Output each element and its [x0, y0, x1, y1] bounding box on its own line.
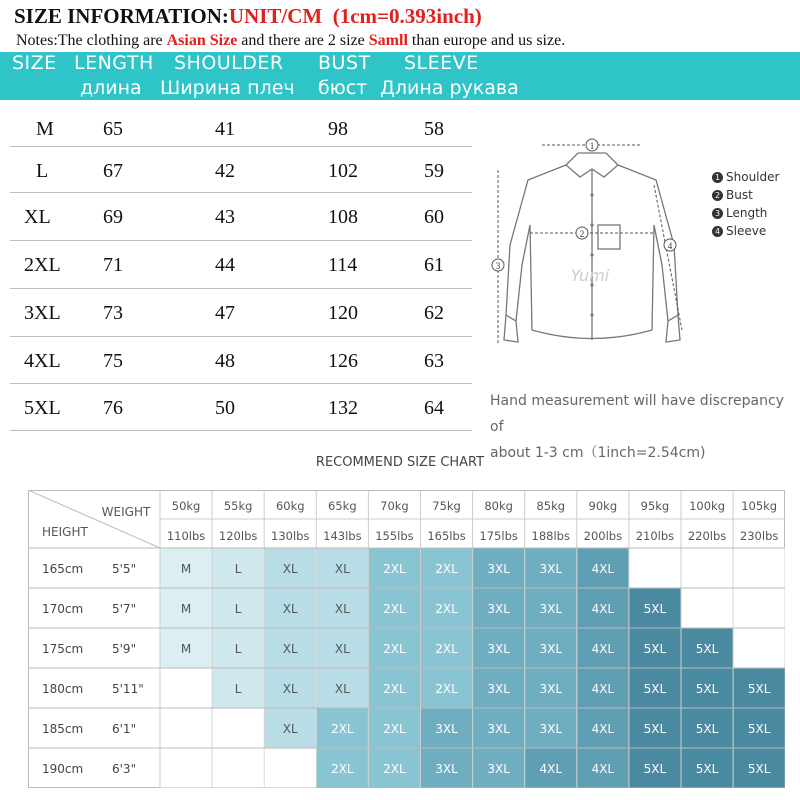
size-cell — [734, 549, 785, 588]
size-cell-label: 2XL — [331, 762, 354, 776]
size-cell-label: L — [234, 682, 242, 696]
legend-item-length — [712, 204, 779, 222]
size-cell-label: 4XL — [539, 762, 563, 776]
title-conversion: (1cm=0.393inch) — [332, 4, 482, 28]
weight-kg-label: 105kg — [741, 499, 778, 513]
size-cell — [629, 549, 680, 588]
diagram-legend — [712, 168, 779, 240]
size-cell: 64 — [424, 397, 444, 419]
size-cell-label: 3XL — [539, 722, 563, 736]
size-cell: 61 — [424, 254, 444, 276]
marker-2: 2 — [579, 229, 585, 239]
marker-1: 1 — [589, 141, 595, 151]
weight-kg-label: 75kg — [432, 499, 461, 513]
height-ft-label: 5'11" — [112, 682, 144, 696]
size-cell: 50 — [215, 397, 235, 419]
size-cell-label: 3XL — [487, 602, 510, 616]
size-cell-label: 2XL — [383, 682, 406, 696]
size-cell-label: 2XL — [383, 602, 406, 616]
row-divider — [10, 383, 472, 384]
notes-asian-size: Asian Size — [166, 32, 238, 49]
size-cell-label: 2XL — [383, 722, 406, 736]
size-cell-label: 5XL — [747, 682, 771, 696]
height-ft-label: 6'1" — [112, 722, 137, 736]
size-cell — [161, 669, 212, 708]
size-cell-label: XL — [334, 602, 350, 616]
size-cell-label: 3XL — [539, 562, 563, 576]
weight-lbs-label: 175lbs — [479, 529, 518, 543]
legend-dot-4: 4 — [712, 226, 723, 237]
size-cell: 4XL — [24, 350, 61, 372]
size-cell-label: 2XL — [383, 562, 406, 576]
header-bust: BUST — [318, 52, 371, 74]
recommend-size-grid — [28, 490, 785, 790]
weight-kg-label: 55kg — [223, 499, 253, 513]
size-cell: 71 — [103, 254, 123, 276]
legend-length-label: Length — [726, 206, 768, 220]
height-cm-label: 185cm — [42, 722, 84, 736]
size-cell: 76 — [103, 397, 123, 419]
legend-dot-1: 1 — [712, 172, 723, 183]
size-cell-label: 3XL — [539, 602, 563, 616]
row-divider — [10, 430, 472, 431]
size-cell: 42 — [215, 160, 235, 182]
weight-kg-label: 65kg — [328, 499, 357, 513]
row-divider — [10, 192, 472, 193]
size-cell-label: 3XL — [487, 682, 510, 696]
size-cell: 5XL — [24, 397, 61, 419]
size-cell-label: 5XL — [747, 762, 771, 776]
header-shoulder: SHOULDER — [174, 52, 284, 74]
size-notes — [16, 32, 565, 50]
weight-lbs-label: 143lbs — [323, 529, 362, 543]
size-cell — [682, 589, 733, 628]
notes-text-1: Notes:The clothing are — [16, 32, 167, 49]
size-cell — [161, 709, 212, 748]
size-cell-label: 4XL — [591, 722, 615, 736]
weight-lbs-label: 120lbs — [218, 529, 258, 543]
height-cm-label: 180cm — [42, 682, 84, 696]
size-cell-label: 3XL — [487, 642, 510, 656]
size-cell: L — [36, 160, 49, 182]
legend-shoulder-label: Shoulder — [726, 170, 780, 184]
size-cell — [682, 549, 733, 588]
height-ft-label: 5'5" — [112, 562, 137, 576]
size-cell: 48 — [215, 350, 235, 372]
size-cell-label: XL — [334, 642, 350, 656]
weight-lbs-label: 130lbs — [271, 529, 310, 543]
row-divider — [10, 288, 472, 289]
size-cell-label: XL — [282, 602, 298, 616]
height-cm-label: 175cm — [42, 642, 84, 656]
shirt-diagram — [486, 125, 698, 370]
size-cell-label: 5XL — [643, 762, 667, 776]
size-cell-label: 4XL — [591, 642, 615, 656]
size-cell-label: XL — [282, 682, 298, 696]
size-cell-label: M — [180, 642, 192, 656]
size-cell-label: 2XL — [435, 642, 458, 656]
measurement-note-line2: about 1-3 cm（1inch=2.54cm) — [490, 445, 706, 461]
weight-kg-label: 70kg — [380, 499, 409, 513]
legend-bust-label: Bust — [726, 188, 753, 202]
title-unit: UNIT/CM — [228, 4, 323, 28]
marker-3: 3 — [495, 261, 501, 271]
header-sleeve-ru: Длина рукава — [380, 77, 519, 99]
size-cell: 44 — [215, 254, 235, 276]
size-cell-label: 3XL — [487, 562, 510, 576]
weight-kg-label: 80kg — [484, 499, 513, 513]
notes-samll: Samll — [368, 32, 408, 49]
size-info-title — [14, 4, 482, 29]
size-cell-label: 3XL — [539, 642, 563, 656]
weight-kg-label: 85kg — [536, 499, 566, 513]
size-cell-label: L — [234, 562, 242, 576]
size-cell: 62 — [424, 302, 444, 324]
size-cell-label: 3XL — [487, 762, 510, 776]
size-cell-label: 3XL — [435, 722, 458, 736]
size-cell-label: 3XL — [435, 762, 458, 776]
height-cm-label: 165cm — [42, 562, 84, 576]
size-cell-label: 3XL — [487, 722, 510, 736]
column-header-band — [0, 52, 800, 100]
size-cell: 67 — [103, 160, 123, 182]
size-cell: 73 — [103, 302, 123, 324]
size-cell: 98 — [328, 118, 348, 140]
header-length: LENGTH — [74, 52, 154, 74]
size-cell: 63 — [424, 350, 444, 372]
height-ft-label: 5'9" — [112, 642, 137, 656]
size-cell: 43 — [215, 206, 235, 228]
size-cell: 132 — [328, 397, 358, 419]
weight-lbs-label: 110lbs — [166, 529, 206, 543]
title-label: SIZE INFORMATION: — [14, 4, 229, 28]
notes-text-3: than europe and us size. — [407, 32, 566, 49]
header-shoulder-ru: Ширина плеч — [160, 77, 295, 99]
weight-lbs-label: 155lbs — [375, 529, 414, 543]
size-cell: 2XL — [24, 254, 61, 276]
weight-lbs-label: 230lbs — [739, 529, 779, 543]
weight-kg-label: 90kg — [588, 499, 618, 513]
size-cell: 75 — [103, 350, 123, 372]
size-cell-label: L — [234, 602, 242, 616]
size-cell: 126 — [328, 350, 358, 372]
weight-lbs-label: 200lbs — [583, 529, 623, 543]
height-ft-label: 5'7" — [112, 602, 137, 616]
size-cell-label: 2XL — [383, 762, 406, 776]
size-cell-label: XL — [282, 562, 298, 576]
size-cell-label: 4XL — [591, 562, 615, 576]
size-cell: 47 — [215, 302, 235, 324]
size-cell-label: 2XL — [331, 722, 354, 736]
legend-item-bust — [712, 186, 779, 204]
size-cell-label: 4XL — [591, 602, 615, 616]
weight-kg-label: 100kg — [689, 499, 726, 513]
size-cell: 3XL — [24, 302, 61, 324]
header-sleeve: SLEEVE — [404, 52, 479, 74]
watermark: Yumi — [570, 266, 610, 285]
weight-kg-label: 95kg — [640, 499, 670, 513]
weight-lbs-label: 188lbs — [531, 529, 570, 543]
size-cell — [734, 589, 785, 628]
size-cell-label: M — [180, 602, 192, 616]
size-cell: XL — [24, 206, 51, 228]
marker-4: 4 — [667, 241, 673, 251]
size-cell-label: XL — [282, 722, 298, 736]
size-cell: 108 — [328, 206, 358, 228]
size-cell-label: XL — [282, 642, 298, 656]
height-label: HEIGHT — [42, 525, 88, 539]
size-cell — [213, 749, 264, 788]
size-cell: 60 — [424, 206, 444, 228]
size-cell-label: 5XL — [643, 642, 667, 656]
row-divider — [10, 146, 472, 147]
size-cell-label: 5XL — [695, 682, 719, 696]
size-cell-label: XL — [334, 562, 350, 576]
size-cell-label: 2XL — [435, 562, 458, 576]
size-cell: 114 — [328, 254, 358, 276]
weight-kg-label: 50kg — [171, 499, 201, 513]
height-cm-label: 170cm — [42, 602, 84, 616]
size-cell: 69 — [103, 206, 123, 228]
recommend-chart-title: RECOMMEND SIZE CHART — [315, 455, 485, 470]
size-cell-label: 5XL — [695, 722, 719, 736]
weight-lbs-label: 210lbs — [635, 529, 675, 543]
size-cell-label: 5XL — [643, 682, 667, 696]
size-cell-label: XL — [334, 682, 350, 696]
size-cell — [734, 629, 785, 668]
size-cell-label: 5XL — [747, 722, 771, 736]
height-cm-label: 190cm — [42, 762, 84, 776]
legend-dot-2: 2 — [712, 190, 723, 201]
size-cell: 65 — [103, 118, 123, 140]
measurement-markers — [492, 139, 676, 271]
size-cell-label: 2XL — [383, 642, 406, 656]
size-cell-label: 5XL — [643, 722, 667, 736]
size-cell-label: 2XL — [435, 682, 458, 696]
weight-label: WEIGHT — [101, 505, 151, 519]
size-cell: M — [36, 118, 54, 140]
legend-item-sleeve — [712, 222, 779, 240]
header-bust-ru: бюст — [318, 77, 368, 99]
size-cell-label: 5XL — [695, 642, 719, 656]
size-cell: 41 — [215, 118, 235, 140]
legend-sleeve-label: Sleeve — [726, 224, 767, 238]
row-divider — [10, 240, 472, 241]
size-cell-label: 4XL — [591, 762, 615, 776]
size-cell-label: 2XL — [435, 602, 458, 616]
size-cell: 59 — [424, 160, 444, 182]
legend-item-shoulder — [712, 168, 779, 186]
header-size: SIZE — [12, 52, 57, 74]
size-cell: 102 — [328, 160, 358, 182]
size-cell — [265, 749, 316, 788]
size-cell-label: L — [234, 642, 242, 656]
size-cell-label: 4XL — [591, 682, 615, 696]
size-cell — [213, 709, 264, 748]
size-cell-label: M — [180, 562, 192, 576]
height-ft-label: 6'3" — [112, 762, 137, 776]
weight-lbs-label: 165lbs — [427, 529, 466, 543]
header-length-ru: длина — [80, 77, 142, 99]
weight-lbs-label: 220lbs — [687, 529, 727, 543]
legend-dot-3: 3 — [712, 208, 723, 219]
weight-kg-label: 60kg — [275, 499, 305, 513]
size-cell-label: 3XL — [539, 682, 563, 696]
measurement-note-line1: Hand measurement will have discrepancy of — [490, 393, 784, 435]
size-cell-label: 5XL — [643, 602, 667, 616]
row-divider — [10, 336, 472, 337]
size-cell-label: 5XL — [695, 762, 719, 776]
size-cell: 58 — [424, 118, 444, 140]
size-cell — [161, 749, 212, 788]
notes-text-2: and there are 2 size — [237, 32, 369, 49]
size-cell: 120 — [328, 302, 358, 324]
